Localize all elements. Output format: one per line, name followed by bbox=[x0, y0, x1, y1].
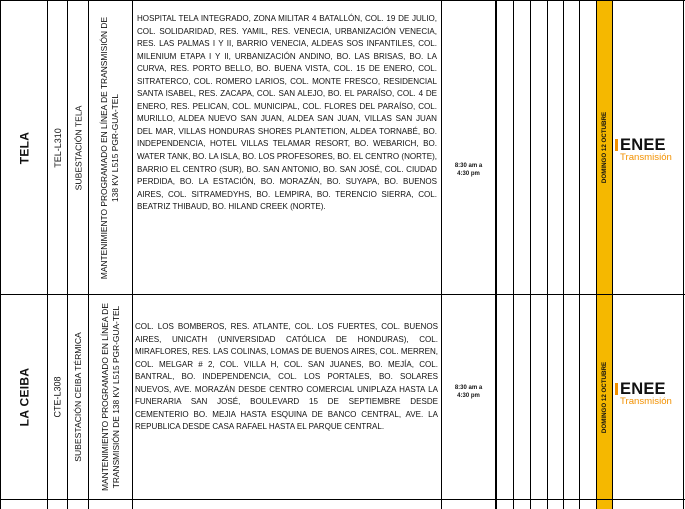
enee-logo-mark-icon bbox=[615, 139, 618, 151]
circuit-code: TEL-L310 bbox=[52, 127, 63, 168]
substation-cell bbox=[68, 295, 88, 499]
day-highlight-cell-next bbox=[597, 500, 612, 509]
substation-name: SUBESTACIÓN TELA bbox=[73, 105, 83, 190]
row-border-bottom bbox=[0, 499, 685, 500]
affected-areas-text: HOSPITAL TELA INTEGRADO, ZONA MILITAR 4 BATALLÓN, COL. 19 DE JULIO, COL. SOLIDARIDAD, RES. YAMIL, RES. VENECIA, URBANIZACIÓN VENECIA, RES. LAS PALMAS I Y II, BARRIO VENECIA, ALDEAS SOS INFANTILES, COL. MILENIUM ETAPA I Y II, URBANIZACIÓN ANDINO, BO. LAS BRISAS, BO. LA CURVA, RES. PORTO BELLO, BO. BUENA VISTA, COL. 15 DE ENERO, COL. SITRATERCO, COL. ROMERO LARIOS, COL. MONTE FRESCO, RESIDENCIAL SANTA ISABEL, RES. ZACAPA, COL. SAN ALEJO, BO. EL PARAÍSO, COL. 4 DE ENERO, RES. PELICAN, COL. MUNICIPAL, COL. FLORES DEL PARAÍSO, COL. MURILLO, ALDEA NUEVO SAN JUAN, ALDEA SAN JUAN, VILLAS SAN JUAN DEL MAR, VILLAS HONDURAS SHORES PLANTETION, ALDEA TORNABÉ, BO. INDEPENDENCIA, HOTEL VILLAS TELAMAR RESORT, BO. WEBARICH, BO. WATER TANK, BO. LA ISLA, BO. LOS PROFESORES, BO. EL CENTRO (NORTE), BARRIO EL CENTRO (SUR), BO. SAN ANTONIO, BO. SAN JOSÉ, COL. CIUDAD PERDIDA, BO. LA ESTACIÓN, BO. MORAZÁN, BO. SUYAPA, BO. BUENOS AIRES, COL. SITRAMEDYHS, BO. LEMPIRA, BO. TERENCIO SIERRA, COL. BEATRIZ THIBAUD, BO. HILAND CREEK (NORTE). bbox=[137, 14, 437, 212]
affected-areas-text: COL. LOS BOMBEROS, RES. ATLANTE, COL. LOS FUERTES, COL. BUENOS AIRES, UNICATH (UNIVERSIDAD CATÓLICA DE HONDURAS), COL. MIRAFLORES, RES. LAS COLINAS, LOMAS DE BUENOS AIRES, COL. MERREN, COL. MELGAR # 2, COL. VILLA H, COL. SAN JUANES, BO. MEJÍA, COL. BANTRAL, BO. INDEPENDENCIA, COL. LOS PORTALES, BO. SOLARES NUEVOS, AVE. MORAZÁN DESDE CENTRO COMERCIAL UNIPLAZA HASTA LA FUNERARIA SAN JOSÉ, BOULEVARD 15 DE SEPTIEMBRE DESDE CEMENTERIO BO. MEJIA HASTA ESQUINA DE BANCO CENTRAL, AVE. LA REPUBLICA DESDE CASA RAFAEL HASTA EL PARQUE CENTRAL. bbox=[135, 322, 438, 432]
maintenance-cell bbox=[89, 1, 132, 294]
circuit-code: CTE-L308 bbox=[52, 376, 63, 418]
col-border bbox=[579, 0, 580, 509]
circuit-cell bbox=[48, 1, 67, 294]
city-name: TELA bbox=[17, 131, 31, 164]
enee-transmision-logo: ENEE Transmisión bbox=[615, 137, 672, 163]
city-cell bbox=[1, 1, 47, 294]
outage-day: DOMINGO 12 OCTUBRE bbox=[601, 361, 609, 433]
outage-day: DOMINGO 12 OCTUBRE bbox=[601, 111, 609, 184]
col-border bbox=[530, 0, 531, 509]
col-border bbox=[513, 0, 514, 509]
maintenance-description: MANTENIMIENTO PROGRAMADO EN LÍNEA DE TRANSMISIÓN DE 138 KV L515 PGR-GUA-TEL bbox=[99, 303, 121, 491]
col-border bbox=[563, 0, 564, 509]
outage-hours: 8:30 am a 4:30 pm bbox=[454, 385, 483, 399]
col-border bbox=[132, 0, 133, 509]
enee-transmision-logo: ENEE Transmisión bbox=[615, 381, 672, 407]
day-highlight-cell bbox=[597, 1, 612, 294]
day-highlight-cell bbox=[597, 295, 612, 499]
circuit-cell bbox=[48, 295, 67, 499]
enee-logo-mark-icon bbox=[615, 383, 618, 395]
city-name: LA CEIBA bbox=[17, 367, 31, 427]
substation-cell bbox=[68, 1, 88, 294]
city-cell bbox=[1, 295, 47, 499]
col-border bbox=[495, 0, 497, 509]
maintenance-description: MANTENIMIENTO PROGRAMADO EN LÍNEA DE TRANSMISIÓN DE 138 KV L515 PGR-GUA-TEL bbox=[99, 16, 121, 279]
col-border bbox=[441, 0, 442, 509]
outage-hours: 8:30 am a 4:30 pm bbox=[454, 163, 483, 177]
col-border bbox=[683, 0, 684, 509]
col-border bbox=[547, 0, 548, 509]
substation-name: SUBESTACIÓN CEIBA TÉRMICA bbox=[73, 332, 84, 462]
col-border bbox=[612, 0, 613, 509]
maintenance-cell bbox=[89, 295, 132, 499]
